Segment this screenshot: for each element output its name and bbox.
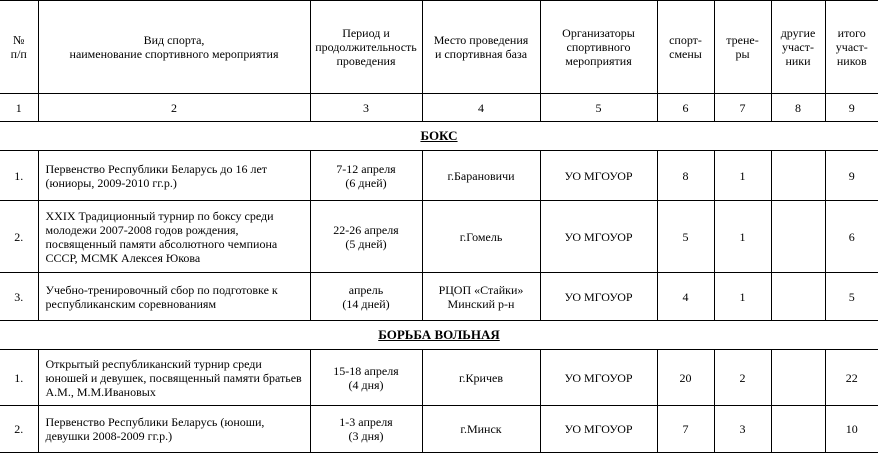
event-organizer: УО МГОУОР [540,201,657,273]
col-num-2: 2 [38,94,310,122]
header-total: итого участ- ников [825,1,878,94]
event-period: апрель (14 дней) [310,273,422,321]
col-num-4: 4 [422,94,540,122]
col-num-5: 5 [540,94,657,122]
col-num-8: 8 [771,94,825,122]
header-coaches: трене- ры [714,1,771,94]
header-sport: Вид спорта, наименование спортивного мероприятия [38,1,310,94]
col-num-7: 7 [714,94,771,122]
event-period: 15-18 апреля (4 дня) [310,350,422,406]
section-row [0,122,878,151]
table-row [0,350,878,406]
event-name: XXIX Традиционный турнир по боксу среди молодежи 2007-2008 годов рождения, посвященный памяти абсолютного чемпиона СССР, МСМК Алексея Юкова [38,201,310,273]
athletes-count: 7 [657,406,714,453]
event-organizer: УО МГОУОР [540,273,657,321]
event-place: РЦОП «Стайки» Минский р-н [422,273,540,321]
table-row [0,201,878,273]
athletes-count: 5 [657,201,714,273]
total-count: 22 [825,350,878,406]
others-count [771,406,825,453]
event-name: Учебно-тренировочный сбор по подготовке к республиканским соревнованиям [38,273,310,321]
athletes-count: 20 [657,350,714,406]
athletes-count: 8 [657,151,714,201]
event-name: Первенство Республики Беларусь (юноши, девушки 2008-2009 гг.р.) [38,406,310,453]
event-place: г.Кричев [422,350,540,406]
event-name: Первенство Республики Беларусь до 16 лет (юниоры, 2009-2010 гг.р.) [38,151,310,201]
col-num-9: 9 [825,94,878,122]
event-name: Открытый республиканский турнир среди юношей и девушек, посвященный памяти братьев А.М., М.М.Ивановых [38,350,310,406]
row-number: 2. [0,201,38,273]
coaches-count: 1 [714,151,771,201]
column-number-row [0,94,878,122]
others-count [771,201,825,273]
section-title-wrestling: БОРЬБА ВОЛЬНАЯ [0,321,878,350]
header-period: Период и продолжительность проведения [310,1,422,94]
total-count: 9 [825,151,878,201]
event-place: г.Гомель [422,201,540,273]
coaches-count: 1 [714,273,771,321]
total-count: 5 [825,273,878,321]
coaches-count: 3 [714,406,771,453]
row-number: 2. [0,406,38,453]
header-row [0,1,878,94]
event-organizer: УО МГОУОР [540,406,657,453]
header-athletes: спорт- смены [657,1,714,94]
section-row [0,321,878,350]
col-num-6: 6 [657,94,714,122]
total-count: 10 [825,406,878,453]
others-count [771,273,825,321]
table-row [0,151,878,201]
row-number: 1. [0,350,38,406]
col-num-3: 3 [310,94,422,122]
table-row [0,406,878,453]
header-place: Место проведения и спортивная база [422,1,540,94]
coaches-count: 1 [714,201,771,273]
header-num: № п/п [0,1,38,94]
event-place: г.Минск [422,406,540,453]
row-number: 1. [0,151,38,201]
section-title-boxing: БОКС [0,122,878,151]
header-others: другие участ- ники [771,1,825,94]
others-count [771,151,825,201]
table-row [0,273,878,321]
event-organizer: УО МГОУОР [540,151,657,201]
event-organizer: УО МГОУОР [540,350,657,406]
total-count: 6 [825,201,878,273]
header-org: Организаторы спортивного мероприятия [540,1,657,94]
row-number: 3. [0,273,38,321]
event-period: 1-3 апреля (3 дня) [310,406,422,453]
event-period: 7-12 апреля (6 дней) [310,151,422,201]
coaches-count: 2 [714,350,771,406]
event-period: 22-26 апреля (5 дней) [310,201,422,273]
col-num-1: 1 [0,94,38,122]
event-place: г.Барановичи [422,151,540,201]
athletes-count: 4 [657,273,714,321]
others-count [771,350,825,406]
